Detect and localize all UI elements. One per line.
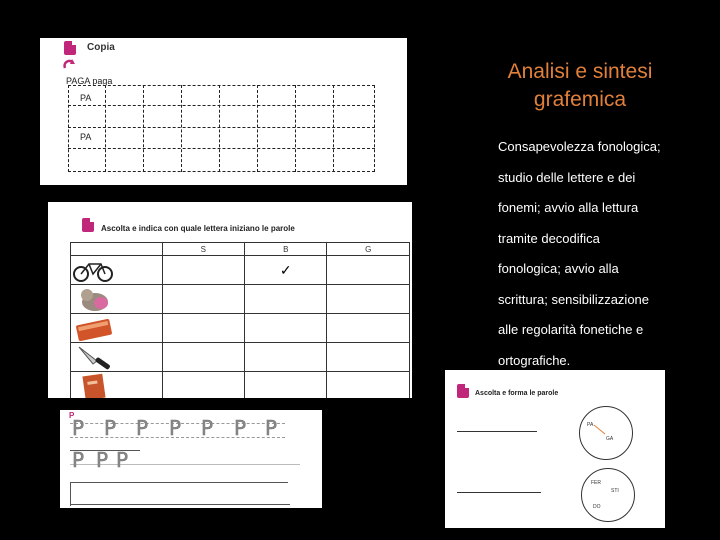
writing-line	[70, 482, 288, 483]
book-icon	[71, 372, 117, 398]
answer-cell[interactable]	[162, 343, 244, 372]
answer-cell[interactable]	[245, 256, 327, 285]
trace-letter: P	[72, 448, 85, 472]
tracing-panel	[60, 410, 322, 508]
arrow-icon	[593, 424, 607, 436]
syllable: STI	[611, 488, 619, 494]
trace-letter: P	[234, 416, 247, 440]
answer-cell[interactable]	[162, 285, 244, 314]
answer-cell[interactable]	[327, 285, 410, 314]
ear-icon	[82, 218, 94, 232]
table-row	[71, 256, 410, 285]
grid-line	[105, 85, 106, 172]
grid-line	[68, 148, 375, 149]
pencil-icon	[64, 41, 76, 55]
body-line: fonemi; avvio alla lettura	[498, 200, 639, 215]
copy-row2-label: PA	[80, 132, 92, 142]
grid-line	[68, 105, 375, 106]
syllable-heading: Ascolta e forma le parole	[475, 390, 559, 397]
grid-line	[295, 85, 296, 172]
writing-line	[70, 482, 71, 506]
table-row	[71, 343, 410, 372]
body-line: Consapevolezza fonologica;	[498, 139, 661, 154]
grid-line	[68, 127, 375, 128]
syllable: GA	[606, 436, 614, 442]
answer-cell[interactable]	[162, 372, 244, 399]
answer-cell[interactable]	[327, 343, 410, 372]
trace-letter: P	[169, 416, 182, 440]
trace-letter: P	[96, 448, 109, 472]
column-header: G	[327, 243, 410, 256]
table-row	[71, 285, 410, 314]
answer-cell[interactable]	[245, 343, 327, 372]
answer-cell[interactable]	[327, 314, 410, 343]
knife-icon	[71, 343, 117, 371]
grid-line	[181, 85, 182, 172]
initial-letter-panel	[48, 202, 412, 398]
column-header: S	[162, 243, 244, 256]
answer-line[interactable]	[457, 431, 537, 432]
grid-line	[333, 85, 334, 172]
grid-line	[257, 85, 258, 172]
slide-title-line1: Analisi e sintesi	[507, 60, 653, 83]
syllable: DO	[593, 504, 601, 510]
slide-title	[470, 58, 690, 114]
trace-letter: P	[201, 416, 214, 440]
answer-cell[interactable]	[327, 256, 410, 285]
answer-cell[interactable]	[245, 314, 327, 343]
body-line: tramite decodifica	[498, 230, 600, 246]
copy-grid	[68, 85, 375, 172]
body-line: alle regolarità fonetiche e	[498, 322, 644, 337]
trace-letter: P	[72, 416, 85, 440]
column-header: B	[245, 243, 327, 256]
trace-letter: P	[116, 448, 129, 472]
syllable: PA	[587, 422, 594, 428]
body-line: fonologica; avvio alla	[498, 261, 619, 276]
trace-letter: P	[136, 416, 149, 440]
writing-line	[70, 504, 290, 505]
answer-cell[interactable]	[162, 314, 244, 343]
grid-line	[143, 85, 144, 172]
answer-cell[interactable]	[327, 372, 410, 399]
trace-letter-label: P	[69, 411, 75, 420]
body-line: ortografiche.	[498, 352, 571, 368]
table-row	[71, 372, 410, 399]
letter-table	[70, 242, 410, 398]
bicycle-icon	[71, 256, 117, 284]
slide-body	[498, 132, 708, 376]
copy-row1-label: PA	[80, 93, 92, 103]
answer-cell[interactable]	[245, 285, 327, 314]
body-line: scrittura; sensibilizzazione	[498, 291, 650, 307]
pencil-case-icon	[71, 314, 117, 342]
table-row	[71, 314, 410, 343]
arrow-icon	[62, 58, 76, 72]
trace-letter: P	[265, 416, 278, 440]
cat-icon	[71, 285, 117, 313]
syllable-circle-2	[581, 468, 635, 522]
slide-title-line2: grafemica	[533, 88, 627, 111]
table-heading: Ascolta e indica con quale lettera iniziano le parole	[101, 224, 295, 233]
answer-line[interactable]	[457, 492, 541, 493]
answer-cell[interactable]	[162, 256, 244, 285]
grid-line	[219, 85, 220, 172]
syllable-panel	[445, 370, 665, 528]
copy-exercise-panel	[40, 38, 407, 185]
ear-icon	[457, 384, 469, 398]
copy-heading: Copia	[87, 42, 115, 53]
trace-letter: P	[104, 416, 117, 440]
copy-word: PAGA paga	[66, 76, 113, 86]
body-line: studio delle lettere e dei	[498, 169, 636, 185]
syllable: FER	[591, 480, 601, 486]
answer-cell[interactable]	[245, 372, 327, 399]
check-mark: ✓	[279, 261, 292, 278]
